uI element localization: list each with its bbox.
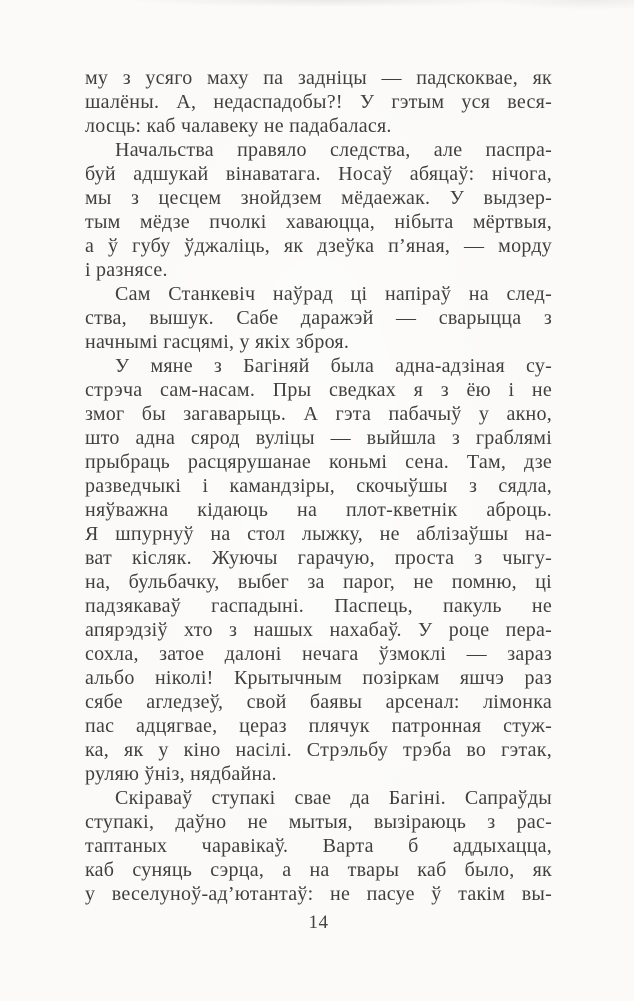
text-line: каб суняць сэрца, а на твары каб было, як [85,859,552,881]
text-line: і разнясе. [85,259,168,281]
text-line: змог бы загаварыць. А гэта пабачыў у акно, [85,403,552,425]
paragraph [85,66,552,138]
text-line: У мяне з Багіняй была адна-адзіная су- [115,355,552,377]
text-line: Я шпурнуў на стол лыжку, не аблізаўшы на- [85,523,552,545]
text-line: ка, як у кіно насілі. Стрэльбу трэба во гэтак, [85,739,552,761]
text-line: мы з цесцем знойдзем мёдаежак. У выдзер- [85,187,552,209]
text-line: тым мёдзе пчолкі хаваюцца, нібыта мёртвыя, [85,211,552,233]
text-line: прыбраць расцярушанае коньмі сена. Там, дзе [85,451,552,473]
text-line: Начальства правяло следства, але паспра- [115,139,552,161]
text-line: альбо ніколі! Крытычным позіркам яшчэ раз [85,667,552,689]
text-line: ства, вышук. Сабе даражэй — сварыцца з [85,307,552,329]
text-line: сохла, затое далоні нечага ўзмоклі — зараз [85,643,552,665]
text-line: што адна сярод вуліцы — выйшла з граблямі [85,427,552,449]
text-line: ступакі, даўно не мытыя, вызіраюць з рас- [85,811,552,833]
text-line: стрэча сам-насам. Пры сведках я з ёю і не [85,379,552,401]
text-line: буй адшукай вінаватага. Носаў абяцаў: нічога, [85,163,552,185]
text-line: няўважна кідаюць на плот-кветнік аброць. [85,499,552,521]
paragraph [85,138,552,282]
text-line: ват кісляк. Жуючы гарачую, проста з чыгу- [85,547,552,569]
paragraph [85,354,552,786]
text-line: а ў губу ўджаліць, як дзеўка п’яная, — морду [85,235,552,257]
text-line: шалёны. А, недаспадобы?! У гэтым уся веся- [85,91,552,113]
text-line: падзякаваў гаспадыні. Паспець, пакуль не [85,595,552,617]
text-line: таптаных чаравікаў. Варта б аддыхацца, [85,835,552,857]
text-line: у веселуноў-ад’ютантаў: не пасуе ў такім вы- [85,883,552,905]
text-line: апярэдзіў хто з нашых нахабаў. У роце пера- [85,619,552,641]
text-line: сябе агледзеў, свой баявы арсенал: лімонка [85,691,552,713]
paragraph [85,282,552,354]
text-line: начнымі гасцямі, у якіх зброя. [85,331,350,353]
text-line: на, бульбачку, выбег за парог, не помню, ці [85,571,552,593]
paragraph [85,786,552,906]
page-number: 14 [308,912,329,933]
text-line: Скіраваў ступакі свае да Багіні. Сапраўды [115,787,552,809]
text-line: разведчыкі і камандзіры, скочыўшы з сядла, [85,475,552,497]
text-block [85,66,552,906]
text-line: пас адцягвае, цераз плячук патронная стуж- [85,715,552,737]
text-line: Сам Станкевіч наўрад ці напіраў на след- [115,283,552,305]
text-line: му з усяго маху па задніцы — падскоквае, як [85,67,552,89]
text-line: лосць: каб чалавеку не падабалася. [85,115,392,137]
text-line: руляю ўніз, нядбайна. [85,763,277,785]
